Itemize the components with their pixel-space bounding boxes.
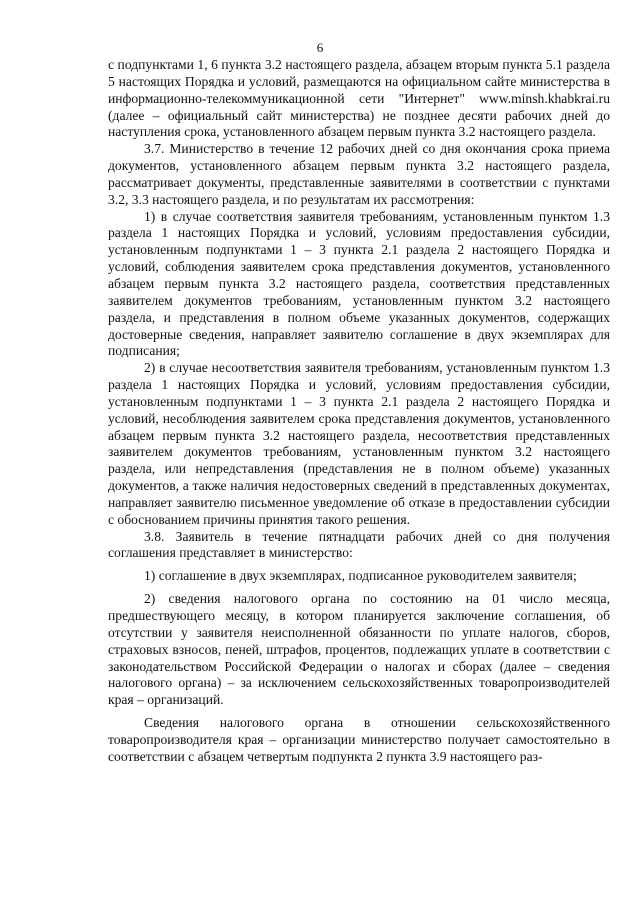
page-number: 6 [316,40,324,55]
paragraph-3-7: 3.7. Министерство в течение 12 рабочих дней со дня окончания срока приема документов, установленного абзацем первым пункта 3.2 настоящего раздела, рассматривает документы, представленные заявителями в соответствии с пунктами 3.2, 3.3 настоящего раздела, и по результатам их рассмотрения: [108,141,610,207]
paragraph-3-8-item-1: 1) соглашение в двух экземплярах, подписанное руководителем заявителя; [144,568,577,584]
paragraph-3-7-item-1: 1) в случае соответствия заявителя требованиям, установленным пунктом 1.3 раздела 1 настоящих Порядка и условий, условиям предоставления субсидии, установленным подпунктами 1 – 3 пункта 2.1 раздела 2 настоящего Порядка и условий, соблюдения заявителем срока представления документов, установленного абзацем первым пункта 3.2 настоящего раздела, соответствия представленных заявителем документов требованиям, установленным пунктом 3.2 настоящего раздела, и представления в полном объеме указанных документов, содержащих достоверные сведения, направляет заявителю соглашение в двух экземплярах для подписания; [108,208,610,359]
paragraph-3-8-item-2: 2) сведения налогового органа по состоянию на 01 число месяца, предшествующего месяцу, в котором планируется заключение соглашения, об отсутствии у заявителя неисполненной обязанности по уплате налогов, сборов, страховых взносов, пеней, штрафов, процентов, подлежащих уплате в соответствии с законодательством Российской Федерации о налогах и сборах (далее – сведения налогового органа) – за исключением сельскохозяйственных товаропроизводителей края – организаций. [108,591,610,708]
paragraph-3-7-item-2: 2) в случае несоответствия заявителя требованиям, установленным пунктом 1.3 раздела 1 настоящих Порядка и условий, условиям предоставления субсидии, установленным подпунктами 1 – 3 пункта 2.1 раздела 2 настоящего Порядка и условий, несоблюдения заявителем срока представления документов, установленного абзацем первым пункта 3.2 настоящего раздела, несоответствия представленных заявителем документов требованиям, установленным пунктом 3.2 настоящего раздела, или непредставления (представления не в полном объеме) указанных документов, а также наличия недостоверных сведений в представленных документах, направляет заявителю письменное уведомление об отказе в предоставлении субсидии с обоснованием причины принятия такого решения. [108,360,610,527]
paragraph-continuation: с подпунктами 1, 6 пункта 3.2 настоящего раздела, абзацем вторым пункта 5.1 раздела 5 настоящих Порядка и условий, размещаются на официальном сайте министерства в информационно-телекоммуникационной сети "Интернет" www.minsh.khabkrai.ru (далее – официальный сайт министерства) не позднее десяти рабочих дней до наступления срока, установленного абзацем первым пункта 3.2 настоящего раздела. [108,57,610,140]
paragraph-3-8: 3.8. Заявитель в течение пятнадцати рабочих дней со дня получения соглашения представляет в министерство: [108,528,610,561]
paragraph-tax-info: Сведения налогового органа в отношении сельскохозяйственного товаропроизводителя края – организации министерство получает самостоятельно в соответствии с абзацем четвертым подпункта 2 пункта 3.9 настоящего раз- [108,715,610,764]
document-body [108,57,610,766]
